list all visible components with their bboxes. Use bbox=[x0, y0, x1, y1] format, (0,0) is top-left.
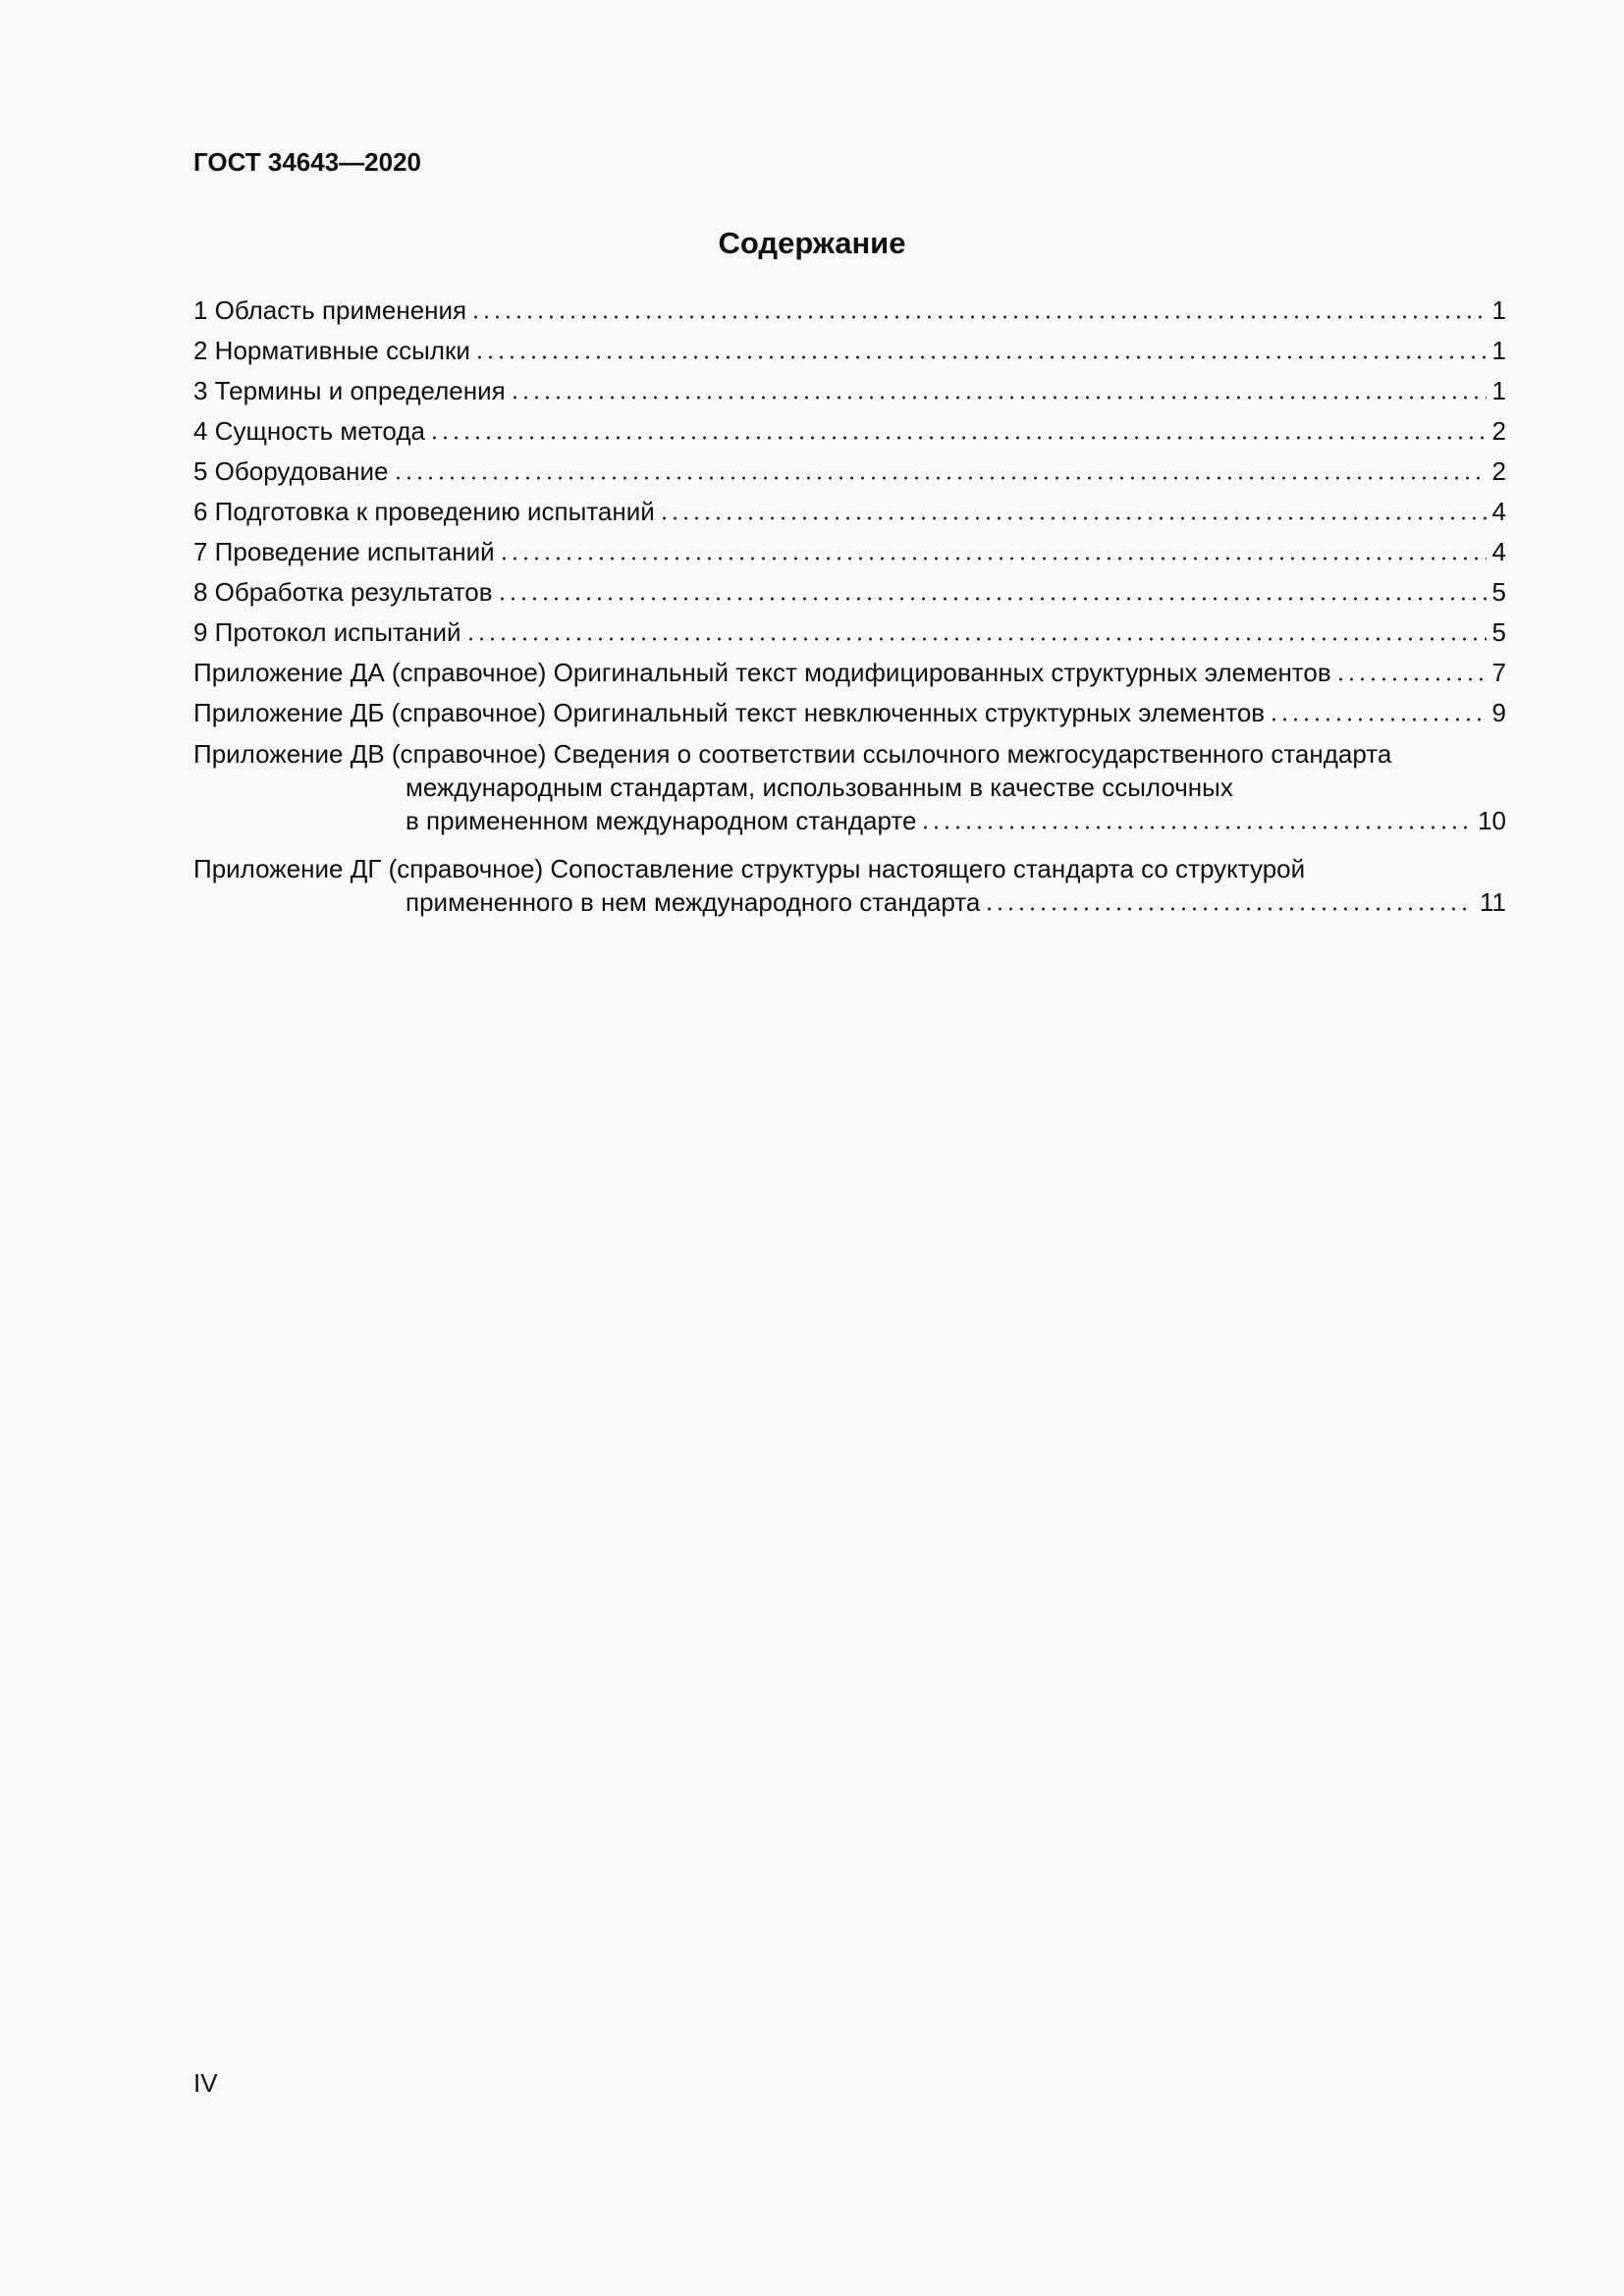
toc-entry-page: 10 bbox=[1478, 806, 1506, 835]
toc-entry-title: 4 Сущность метода bbox=[193, 416, 425, 446]
page-number: IV bbox=[193, 2068, 218, 2098]
dot-leader bbox=[920, 820, 1472, 829]
table-of-contents bbox=[193, 291, 1506, 934]
dot-leader bbox=[1269, 712, 1486, 721]
toc-entry-page: 5 bbox=[1491, 617, 1506, 647]
toc-entry-title: Приложение ДВ (справочное) Сведения о соответствии ссылочного межгосударственного стандарта bbox=[193, 739, 1392, 769]
dot-leader bbox=[659, 510, 1487, 520]
toc-entry[interactable] bbox=[193, 371, 1506, 411]
toc-entry[interactable] bbox=[193, 693, 1506, 733]
dot-leader bbox=[465, 631, 1487, 641]
dot-leader bbox=[474, 349, 1487, 359]
toc-entry-page: 7 bbox=[1491, 658, 1506, 687]
dot-leader bbox=[497, 591, 1487, 601]
toc-entry-page: 1 bbox=[1491, 376, 1506, 405]
toc-entry-page: 1 bbox=[1491, 295, 1506, 325]
toc-entry-title: 6 Подготовка к проведению испытаний bbox=[193, 497, 655, 526]
toc-entry-title: в примененном международном стандарте bbox=[406, 806, 917, 835]
page-title: Содержание bbox=[718, 226, 906, 260]
toc-entry-title: международным стандартам, использованным в качестве ссылочных bbox=[406, 773, 1233, 802]
toc-entry[interactable] bbox=[193, 572, 1506, 613]
toc-entry[interactable] bbox=[193, 737, 1506, 844]
toc-entry-title: Приложение ДГ (справочное) Сопоставление структуры настоящего стандарта со структурой bbox=[193, 854, 1306, 883]
toc-entry[interactable] bbox=[193, 852, 1506, 926]
toc-entry-page: 4 bbox=[1491, 537, 1506, 566]
dot-leader bbox=[1335, 671, 1487, 681]
toc-entry-page: 11 bbox=[1480, 887, 1506, 917]
toc-entry[interactable] bbox=[193, 613, 1506, 653]
dot-leader bbox=[429, 430, 1487, 440]
toc-entry-page: 2 bbox=[1491, 456, 1506, 486]
dot-leader bbox=[510, 390, 1487, 400]
toc-entry-title: 5 Оборудование bbox=[193, 456, 389, 486]
document-designation: ГОСТ 34643—2020 bbox=[193, 147, 421, 177]
toc-entry-page: 1 bbox=[1491, 336, 1506, 365]
dot-leader bbox=[499, 551, 1487, 561]
toc-entry-title: 7 Проведение испытаний bbox=[193, 537, 495, 566]
toc-entry[interactable] bbox=[193, 291, 1506, 331]
dot-leader bbox=[393, 470, 1487, 480]
toc-entry-page: 5 bbox=[1491, 577, 1506, 607]
toc-entry[interactable] bbox=[193, 532, 1506, 572]
toc-entry[interactable] bbox=[193, 331, 1506, 371]
toc-entry[interactable] bbox=[193, 492, 1506, 532]
dot-leader bbox=[984, 901, 1474, 911]
toc-entry-page: 4 bbox=[1491, 497, 1506, 526]
toc-entry-title: 8 Обработка результатов bbox=[193, 577, 493, 607]
toc-entry-title: 9 Протокол испытаний bbox=[193, 617, 461, 647]
toc-entry-title: примененного в нем международного стандарта bbox=[406, 887, 981, 917]
toc-entry-title: Приложение ДБ (справочное) Оригинальный текст невключенных структурных элементов bbox=[193, 698, 1266, 727]
dot-leader bbox=[470, 309, 1486, 319]
toc-entry-page: 9 bbox=[1491, 698, 1506, 727]
toc-entry-title: Приложение ДА (справочное) Оригинальный текст модифицированных структурных элементов bbox=[193, 658, 1331, 687]
toc-entry[interactable] bbox=[193, 452, 1506, 492]
toc-entry[interactable] bbox=[193, 411, 1506, 452]
toc-entry[interactable] bbox=[193, 653, 1506, 693]
toc-entry-title: 2 Нормативные ссылки bbox=[193, 336, 470, 365]
toc-entry-page: 2 bbox=[1491, 416, 1506, 446]
toc-entry-title: 1 Область применения bbox=[193, 295, 467, 325]
toc-entry-title: 3 Термины и определения bbox=[193, 376, 506, 405]
